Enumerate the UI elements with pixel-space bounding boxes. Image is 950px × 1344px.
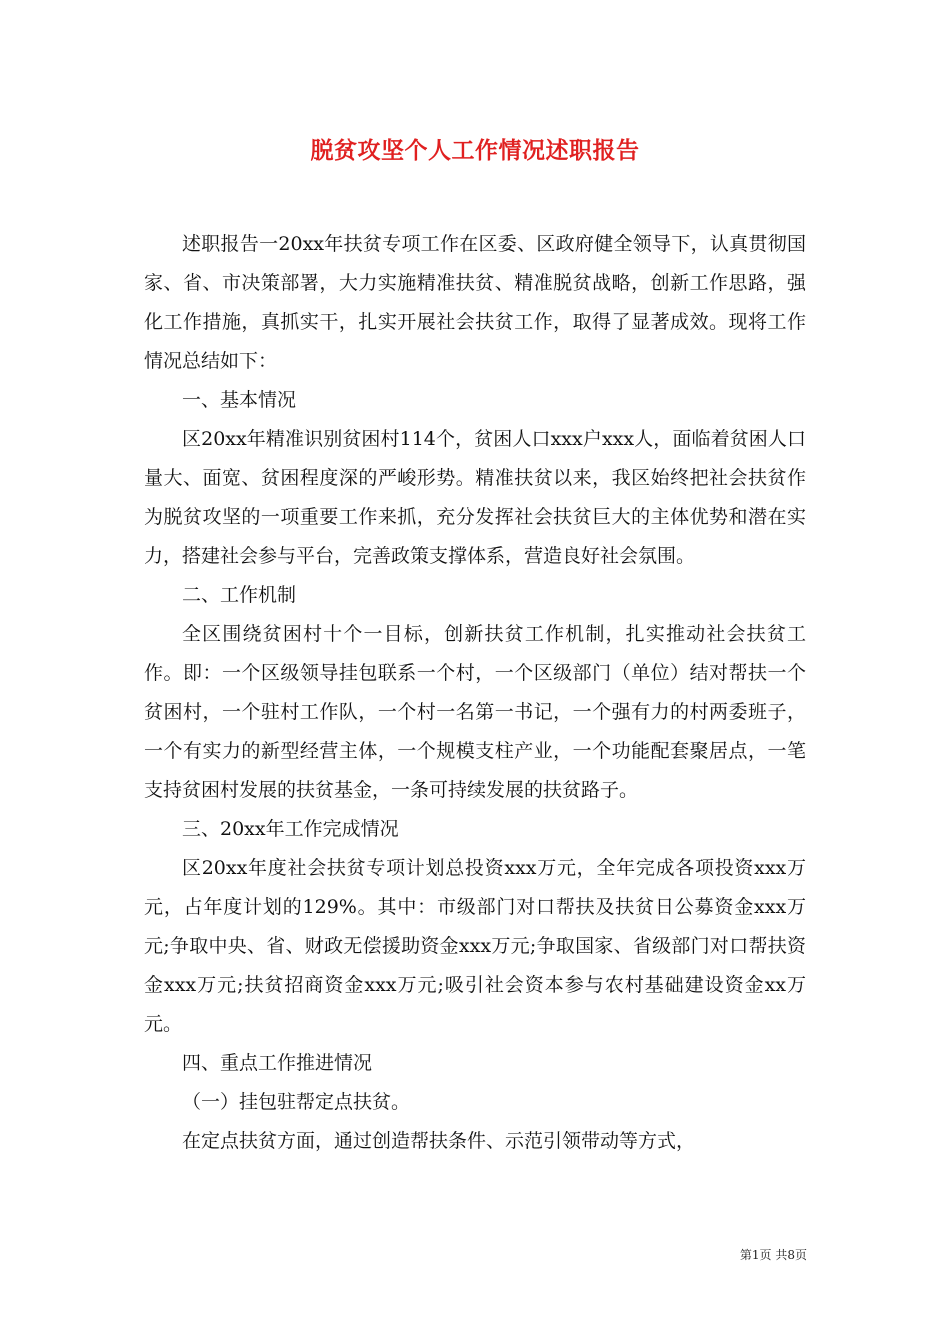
subsection-heading-fixed-point: （一）挂包驻帮定点扶贫。 <box>182 1091 411 1113</box>
intro-paragraph: 述职报告一20xx年扶贫专项工作在区委、区政府健全领导下，认真贯彻国家、省、市决策部署，大力实施精准扶贫、精准脱贫战略，创新工作思路，强化工作措施，真抓实干，扎实开展社会扶贫工作，取得了显著成效。现将工作情况总结如下： <box>144 233 806 372</box>
section-heading-completion: 三、20xx年工作完成情况 <box>182 818 399 840</box>
document-body <box>144 225 806 1161</box>
page-number: 第1页 共8页 <box>739 1248 807 1262</box>
section-heading-mechanism: 二、工作机制 <box>182 584 297 606</box>
basic-situation-paragraph: 区20xx年精准识别贫困村114个，贫困人口xxx户xxx人，面临着贫困人口量大、面宽、贫困程度深的严峻形势。精准扶贫以来，我区始终把社会扶贫作为脱贫攻坚的一项重要工作来抓，充分发挥社会扶贫巨大的主体优势和潜在实力，搭建社会参与平台，完善政策支撑体系，营造良好社会氛围。 <box>144 428 806 567</box>
section-heading-key-work: 四、重点工作推进情况 <box>182 1052 373 1074</box>
fixed-point-paragraph: 在定点扶贫方面，通过创造帮扶条件、示范引领带动等方式， <box>182 1130 696 1152</box>
document-title: 脱贫攻坚个人工作情况述职报告 <box>310 137 640 164</box>
section-heading-basic: 一、基本情况 <box>182 389 297 411</box>
completion-paragraph: 区20xx年度社会扶贫专项计划总投资xxx万元，全年完成各项投资xxx万元，占年度计划的129%。其中：市级部门对口帮扶及扶贫日公募资金xxx万元;争取中央、省、财政无偿援助资金xxx万元;争取国家、省级部门对口帮扶资金xxx万元;扶贫招商资金xxx万元;吸引社会资本参与农村基础建设资金xx万元。 <box>144 857 806 1035</box>
mechanism-paragraph: 全区围绕贫困村十个一目标，创新扶贫工作机制，扎实推动社会扶贫工作。即：一个区级领导挂包联系一个村，一个区级部门（单位）结对帮扶一个贫困村，一个驻村工作队，一个村一名第一书记，一个强有力的村两委班子，一个有实力的新型经营主体，一个规模支柱产业，一个功能配套聚居点，一笔支持贫困村发展的扶贫基金，一条可持续发展的扶贫路子。 <box>144 623 806 801</box>
